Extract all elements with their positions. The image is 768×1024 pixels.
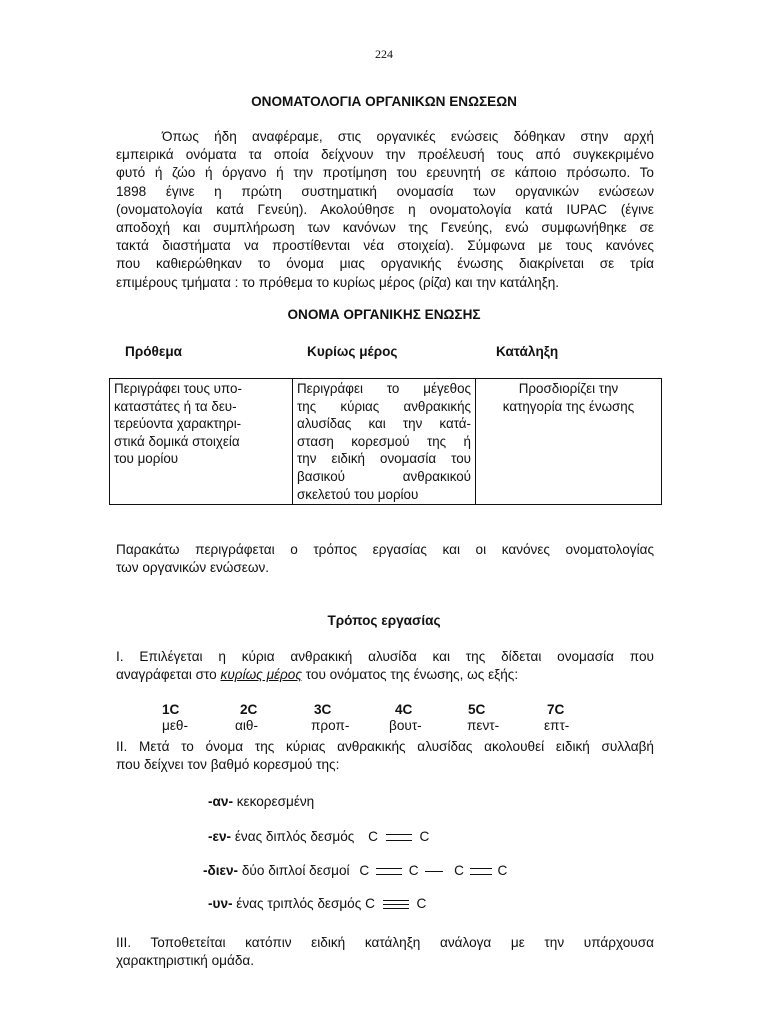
cell-line: σταση κορεσμού της ή xyxy=(297,433,471,449)
suffix-code: -εν- xyxy=(208,829,232,844)
cell-line: της κύριας ανθρακικής xyxy=(297,398,471,414)
cell-line: στικά δομικά στοιχεία xyxy=(114,433,240,449)
suffix-description: ένας διπλός δεσμός xyxy=(231,829,355,844)
suffix-yn-row xyxy=(208,896,426,911)
text-line: που καθιερώθηκαν το όνομα μιας οργανικής ένωσης διακρίνεται σε τρία xyxy=(116,256,654,272)
text-line: φυτό ή ζώο ή όργανο ή την προτίμηση του ερευνητή σε κάποιο πρόσωπο. Το xyxy=(116,165,654,181)
text-line: που δείχνει τον βαθμό κορεσμού της: xyxy=(116,757,340,773)
suffix-en-row xyxy=(208,829,429,844)
text-line: των οργανικών ενώσεων. xyxy=(116,560,270,576)
text-line: (ονοματολογία κατά Γενεύη). Ακολούθησε η ονοματολογία κατά IUPAC (έγινε xyxy=(116,201,654,217)
suffix-cell xyxy=(476,379,662,505)
prefix-meth: μεθ- xyxy=(162,718,188,733)
cell-line: αλυσίδας και την κατά- xyxy=(297,416,471,432)
carbon-atom: C xyxy=(416,896,427,911)
double-bond-icon xyxy=(376,868,402,875)
cell-line: τερεύοντα χαρακτηρι- xyxy=(114,416,242,432)
text-line: χαρακτηριστική ομάδα. xyxy=(116,953,255,969)
prefix-hept: επτ- xyxy=(544,718,570,733)
cell-line: Περιγράφει τους υπο- xyxy=(114,381,242,396)
column-header-main: Κυρίως μέρος xyxy=(307,344,398,359)
carbon-count-2: 2C xyxy=(240,702,258,717)
text-line: εμπειρικά ονόματα τα οποία δείχνουν την προέλευσή τους από συγκεκριμένο xyxy=(116,147,654,163)
text-fragment: του ονόματος της ένωσης, ως εξής: xyxy=(301,667,519,683)
text-line: Παρακάτω περιγράφεται ο τρόπος εργασίας και οι κανόνες ονοματολογίας xyxy=(116,542,654,557)
column-header-suffix: Κατάληξη xyxy=(496,344,559,359)
carbon-atom: C xyxy=(408,863,419,878)
suffix-an-row xyxy=(208,794,314,809)
suffix-description: ένας τριπλός δεσμός xyxy=(232,896,362,911)
carbon-count-4: 4C xyxy=(395,702,413,717)
cell-line: του μορίου xyxy=(114,451,179,467)
main-part-cell xyxy=(293,379,476,505)
prefix-prop: προπ- xyxy=(311,718,350,733)
prefix-eth: αιθ- xyxy=(235,718,258,733)
carbon-atom: C xyxy=(359,863,370,878)
method-title: Τρόπος εργασίας xyxy=(327,613,441,628)
intro-paragraph xyxy=(116,128,654,292)
page-title: ΟΝΟΜΑΤΟΛΟΓΙΑ ΟΡΓΑΝΙΚΩΝ ΕΝΩΣΕΩΝ xyxy=(251,94,517,109)
step-two-paragraph xyxy=(116,738,654,774)
suffix-code: -υν- xyxy=(208,896,233,911)
cell-line: κατηγορία της ένωσης xyxy=(502,398,635,414)
prefix-pent: πεντ- xyxy=(467,718,500,733)
suffix-description: κεκορεσμένη xyxy=(232,794,315,809)
single-bond-icon xyxy=(425,871,443,872)
suffix-code: -διεν- xyxy=(203,863,239,878)
carbon-count-7: 7C xyxy=(547,702,565,717)
text-line: επιμέρους τμήματα : το πρόθεμα το κυρίως μέρος (ρίζα) και την κατάληξη. xyxy=(116,274,560,290)
cell-line: καταστάτες ή τα δευ- xyxy=(114,398,237,414)
carbon-atom: C xyxy=(454,863,464,878)
carbon-count-1: 1C xyxy=(162,702,180,717)
page-number: 224 xyxy=(375,47,393,61)
text-line: αποδοχή και συμπλήρωση των κανόνων της Γενεύης, ενώ συμφωνήθηκε σε xyxy=(116,220,654,236)
text-line: ΙΙΙ. Τοποθετείται κατόπιν ειδική κατάληξη ανάλογα με την υπάρχουσα xyxy=(116,935,654,950)
carbon-count-3: 3C xyxy=(314,702,332,717)
carbon-count-5: 5C xyxy=(468,702,486,717)
below-table-paragraph xyxy=(116,541,654,577)
double-bond-icon xyxy=(470,868,492,875)
prefix-cell xyxy=(110,379,293,505)
suffix-code: -αν- xyxy=(208,794,233,809)
double-bond-icon xyxy=(386,834,412,841)
step-one-paragraph xyxy=(116,648,654,684)
suffix-dien-row xyxy=(203,863,507,878)
carbon-atom: C xyxy=(497,863,508,878)
cell-line: την ειδική ονομασία του xyxy=(297,451,471,467)
emphasized-term: κυρίως μέρος xyxy=(220,667,302,683)
text-line: Όπως ήδη αναφέραμε, στις οργανικές ενώσεις δόθηκαν στην αρχή xyxy=(162,129,654,144)
text-line: 1898 έγινε η πρώτη συστηματική ονομασία των οργανικών ενώσεων xyxy=(116,183,654,199)
cell-line: βασικού ανθρακικού xyxy=(297,468,471,484)
cell-line: Περιγράφει το μέγεθος xyxy=(297,381,471,396)
column-header-prefix: Πρόθεμα xyxy=(125,344,183,359)
text-line: τακτά διαστήματα να προστίθενται νέα στοιχεία). Σύμφωνα με τους κανόνες xyxy=(116,238,654,254)
carbon-atom: C xyxy=(365,896,375,911)
text-fragment: αναγράφεται στο xyxy=(116,667,221,683)
cell-line: Προσδιορίζει την xyxy=(518,381,619,396)
name-parts-table xyxy=(109,378,662,505)
triple-bond-icon xyxy=(383,900,409,909)
suffix-description: δύο διπλοί δεσμοί xyxy=(238,863,350,878)
text-line: ΙΙ. Μετά το όνομα της κύριας ανθρακικής αλυσίδας ακολουθεί ειδική συλλαβή xyxy=(116,739,654,754)
text-line xyxy=(116,666,654,684)
text-line: Ι. Επιλέγεται η κύρια ανθρακική αλυσίδα και της δίδεται ονομασία που xyxy=(116,649,654,664)
step-three-paragraph xyxy=(116,934,654,970)
carbon-atom: C xyxy=(419,829,430,844)
cell-line: σκελετού του μορίου xyxy=(297,486,419,502)
section-subtitle: ΟΝΟΜΑ ΟΡΓΑΝΙΚΗΣ ΕΝΩΣΗΣ xyxy=(287,307,481,322)
prefix-but: βουτ- xyxy=(389,718,422,733)
carbon-atom: C xyxy=(368,829,378,844)
